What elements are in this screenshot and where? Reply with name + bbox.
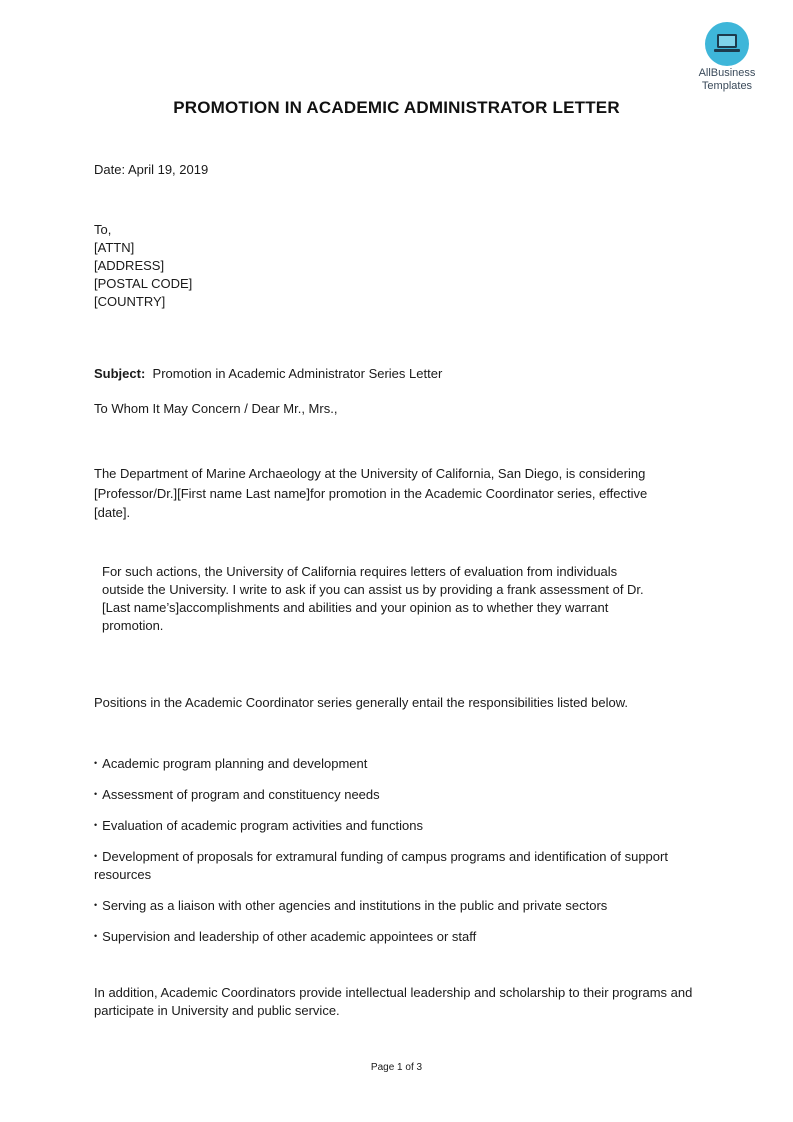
logo-text-line1: AllBusiness	[698, 67, 756, 79]
recipient-address	[94, 221, 192, 311]
address-line: [ATTN]	[94, 240, 135, 255]
address-line: [POSTAL CODE]	[94, 276, 193, 291]
list-item	[94, 785, 704, 804]
logo-text-line2: Templates	[701, 80, 753, 92]
paragraph-request: For such actions, the University of California requires letters of evaluation from individuals outside the University. I write to ask if you can assist us by providing a frank assessment of Dr.[Last name’s]accomplishments and abilities and your opinion as to whether they warrant promotion.	[102, 564, 644, 633]
list-item-text: Academic program planning and development	[102, 756, 368, 771]
salutation: To Whom It May Concern / Dear Mr., Mrs.,	[94, 401, 338, 416]
bullet-icon: •	[94, 789, 98, 799]
list-item-text: Serving as a liaison with other agencies and institutions in the public and private sectors	[102, 898, 608, 913]
list-item-text: Evaluation of academic program activities and functions	[102, 818, 423, 833]
laptop-icon	[705, 22, 749, 66]
subject-label: Subject:	[94, 366, 146, 381]
page-number: Page 1 of 3	[370, 1062, 423, 1073]
address-line: To,	[94, 222, 112, 237]
bullet-icon: •	[94, 851, 98, 861]
bullet-icon: •	[94, 820, 98, 830]
address-line: [COUNTRY]	[94, 294, 166, 309]
subject-text: Promotion in Academic Administrator Series Letter	[152, 366, 443, 381]
paragraph-closing: In addition, Academic Coordinators provide intellectual leadership and scholarship to their programs and participate in University and public service.	[94, 985, 693, 1018]
brand-logo	[692, 22, 762, 92]
subject-line	[94, 365, 442, 383]
paragraph-intro: The Department of Marine Archaeology at the University of California, San Diego, is considering [Professor/Dr.][First name Last name]for promotion in the Academic Coordinator series, effective [date].	[94, 466, 648, 520]
address-line: [ADDRESS]	[94, 258, 165, 273]
list-item	[94, 927, 704, 946]
list-item	[94, 847, 704, 884]
list-item	[94, 754, 704, 773]
bullet-icon: •	[94, 758, 98, 768]
list-item-text: Development of proposals for extramural funding of campus programs and identification of support resources	[94, 849, 668, 882]
bullet-icon: •	[94, 900, 98, 910]
list-item-text: Supervision and leadership of other academic appointees or staff	[102, 929, 477, 944]
responsibilities-list	[94, 754, 704, 958]
letter-date: Date: April 19, 2019	[94, 162, 209, 177]
paragraph-positions: Positions in the Academic Coordinator series generally entail the responsibilities listed below.	[94, 695, 629, 710]
bullet-icon: •	[94, 931, 98, 941]
list-item	[94, 816, 704, 835]
list-item	[94, 896, 704, 915]
letter-title: PROMOTION IN ACADEMIC ADMINISTRATOR LETTER	[173, 98, 620, 117]
list-item-text: Assessment of program and constituency needs	[102, 787, 380, 802]
